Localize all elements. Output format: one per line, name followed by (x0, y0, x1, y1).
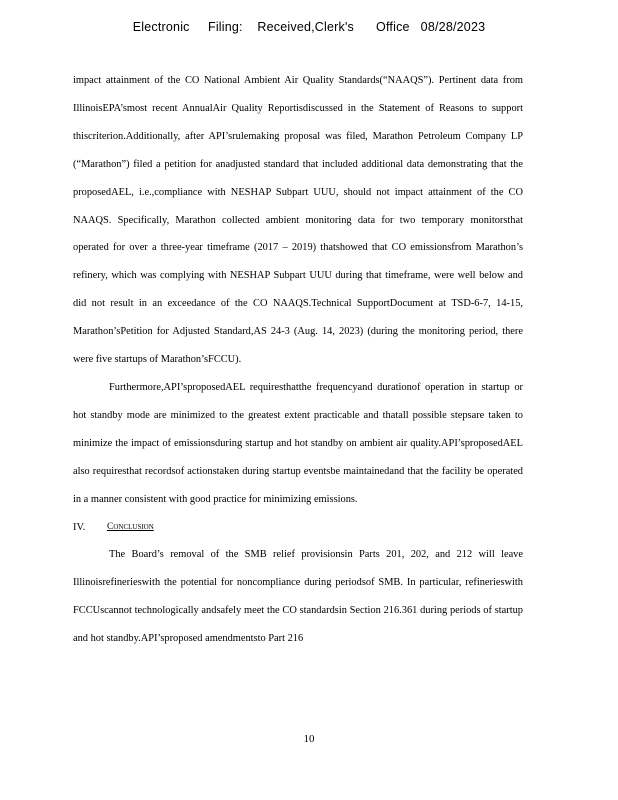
filing-header-text: Electronic Filing: Received,Clerk's Office 08/28/2023 (132, 20, 486, 34)
paragraph-conclusion: The Board’s removal of the SMB relief provisionsin Parts 201, 202, and 212 will leave Illinoisrefinerieswith the potential for noncompliance during periodsof SMB. In particular, refinerieswith FCCUscannot technologically andsafely meet the CO standardsin Section 216.361 during periods of startup and hot standby.API’sproposed amendmentsto Part 216 (73, 549, 523, 645)
page-number: 10 (303, 733, 315, 745)
section-title: Conclusion (107, 521, 154, 532)
paragraph-impact-attainment: impact attainment of the CO National Ambient Air Quality Standards(“NAAQS”). Pertinent data from IllinoisEPA’smost recent AnnualAir Quality Reportisdiscussed in the Statement of Reasons to support thiscriterion.Additionally, after API’srulemaking proposal was filed, Marathon Petroleum Company LP (“Marathon”) filed a petition for anadjusted standard that included additional data demonstrating that the proposedAEL, i.e.,compliance with NESHAP Subpart UUU, should not impact attainment of the CO NAAQS. Specifically, Marathon collected ambient monitoring data for two temporary monitorsthat operated for over a three-year timeframe (2017 – 2019) thatshowed that CO emissionsfrom Marathon’s refinery, which was complying with NESHAP Subpart UUU during that timeframe, were well below and did not result in an exceedance of the CO NAAQS.Technical SupportDocument at TSD-6-7, 14-15, Marathon’sPetition for Adjusted Standard,AS 24-3 (Aug. 14, 2023) (during the monitoring period, there were five startups of Marathon’sFCCU). (73, 75, 523, 366)
section-heading (73, 514, 523, 542)
section-number: IV. (73, 521, 86, 533)
paragraph-proposed-ael: Furthermore,API’sproposedAEL requiresthatthe frequencyand durationof operation in startup or hot standby mode are minimized to the greatest extent practicable and thatall possible stepsare taken to minimize the impact of emissionsduring startup and hot standby on ambient air quality.API’sproposedAEL also requiresthat recordsof actionstaken during startup eventsbe maintainedand that the facility be operated in a manner consistent with good practice for minimizing emissions. (73, 381, 523, 505)
filing-header (0, 20, 618, 34)
document-body (73, 67, 523, 653)
